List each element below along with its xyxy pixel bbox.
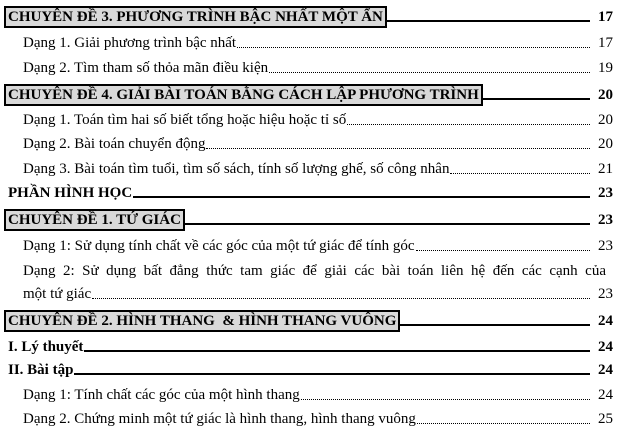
toc-entry-title: PHẦN HÌNH HỌC (8, 185, 133, 201)
toc-leader-line (482, 97, 590, 100)
toc-page-number: 21 (598, 161, 613, 177)
toc-leader-line (399, 323, 590, 326)
toc-entry-title: CHUYÊN ĐỀ 3. PHƯƠNG TRÌNH BẬC NHẤT MỘT ẨN (8, 9, 383, 25)
toc-entry-title: CHUYÊN ĐỀ 2. HÌNH THANG & HÌNH THANG VUÔNG (8, 313, 397, 329)
toc-leader-line (386, 19, 590, 22)
toc-page-number: 19 (598, 60, 613, 76)
toc-page-number: 20 (598, 112, 613, 128)
toc-page-number: 17 (598, 9, 613, 25)
toc-entry-title: Dạng 2. Chứng minh một tứ giác là hình thang, hình thang vuông (23, 411, 416, 427)
toc-page-number: 24 (598, 313, 613, 329)
toc-entry-title: Dạng 1: Sử dụng tính chất về các góc của một tứ giác để tính góc (23, 238, 415, 254)
toc-leader-dots (237, 46, 590, 48)
toc-entry-title: Dạng 1: Tính chất các góc của một hình thang (23, 387, 300, 403)
toc-entry-title-continued: một tứ giác (23, 286, 92, 302)
toc-leader-dots (92, 297, 590, 299)
toc-leader-line (74, 372, 590, 375)
toc-entry-title: Dạng 2. Tìm tham số thỏa mãn điều kiện (23, 60, 269, 76)
toc-leader-dots (301, 398, 590, 400)
toc-leader-dots (416, 249, 590, 251)
toc-page-number: 24 (598, 387, 613, 403)
toc-entry-title: Dạng 3. Bài toán tìm tuổi, tìm số sách, tính số lượng ghế, số công nhân (23, 161, 450, 177)
toc-leader-dots (417, 422, 590, 424)
toc-entry-title: Dạng 2. Bài toán chuyển động (23, 136, 206, 152)
toc-page-number: 23 (598, 212, 613, 228)
toc-page-number: 23 (598, 185, 613, 201)
toc-entry-title: II. Bài tập (8, 362, 74, 378)
toc-page-number: 24 (598, 339, 613, 355)
toc-page-number: 25 (598, 411, 613, 427)
toc-leader-line (133, 195, 590, 198)
toc-page-number: 17 (598, 35, 613, 51)
toc-leader-dots (450, 172, 590, 174)
toc-page-number: 23 (598, 286, 613, 302)
toc-leader-line (184, 222, 590, 225)
toc-entry-title: CHUYÊN ĐỀ 4. GIẢI BÀI TOÁN BẰNG CÁCH LẬP PHƯƠNG TRÌNH (8, 87, 479, 103)
toc-page-number: 23 (598, 238, 613, 254)
toc-leader-dots (206, 147, 590, 149)
toc-page-number: 20 (598, 136, 613, 152)
toc-page-number: 24 (598, 362, 613, 378)
toc-entry-title: I. Lý thuyết (8, 339, 84, 355)
toc-entry-title: Dạng 2: Sử dụng bất đẳng thức tam giác để giải các bài toán liên hệ đến các cạnh của (23, 263, 606, 279)
toc-leader-line (84, 349, 590, 352)
toc-entry-title: Dạng 1. Giải phương trình bậc nhất (23, 35, 237, 51)
toc-leader-dots (347, 123, 590, 125)
toc-entry-title: CHUYÊN ĐỀ 1. TỨ GIÁC (8, 212, 181, 228)
toc-page-number: 20 (598, 87, 613, 103)
toc-entry-title: Dạng 1. Toán tìm hai số biết tổng hoặc hiệu hoặc tỉ số (23, 112, 347, 128)
toc-leader-dots (269, 71, 590, 73)
